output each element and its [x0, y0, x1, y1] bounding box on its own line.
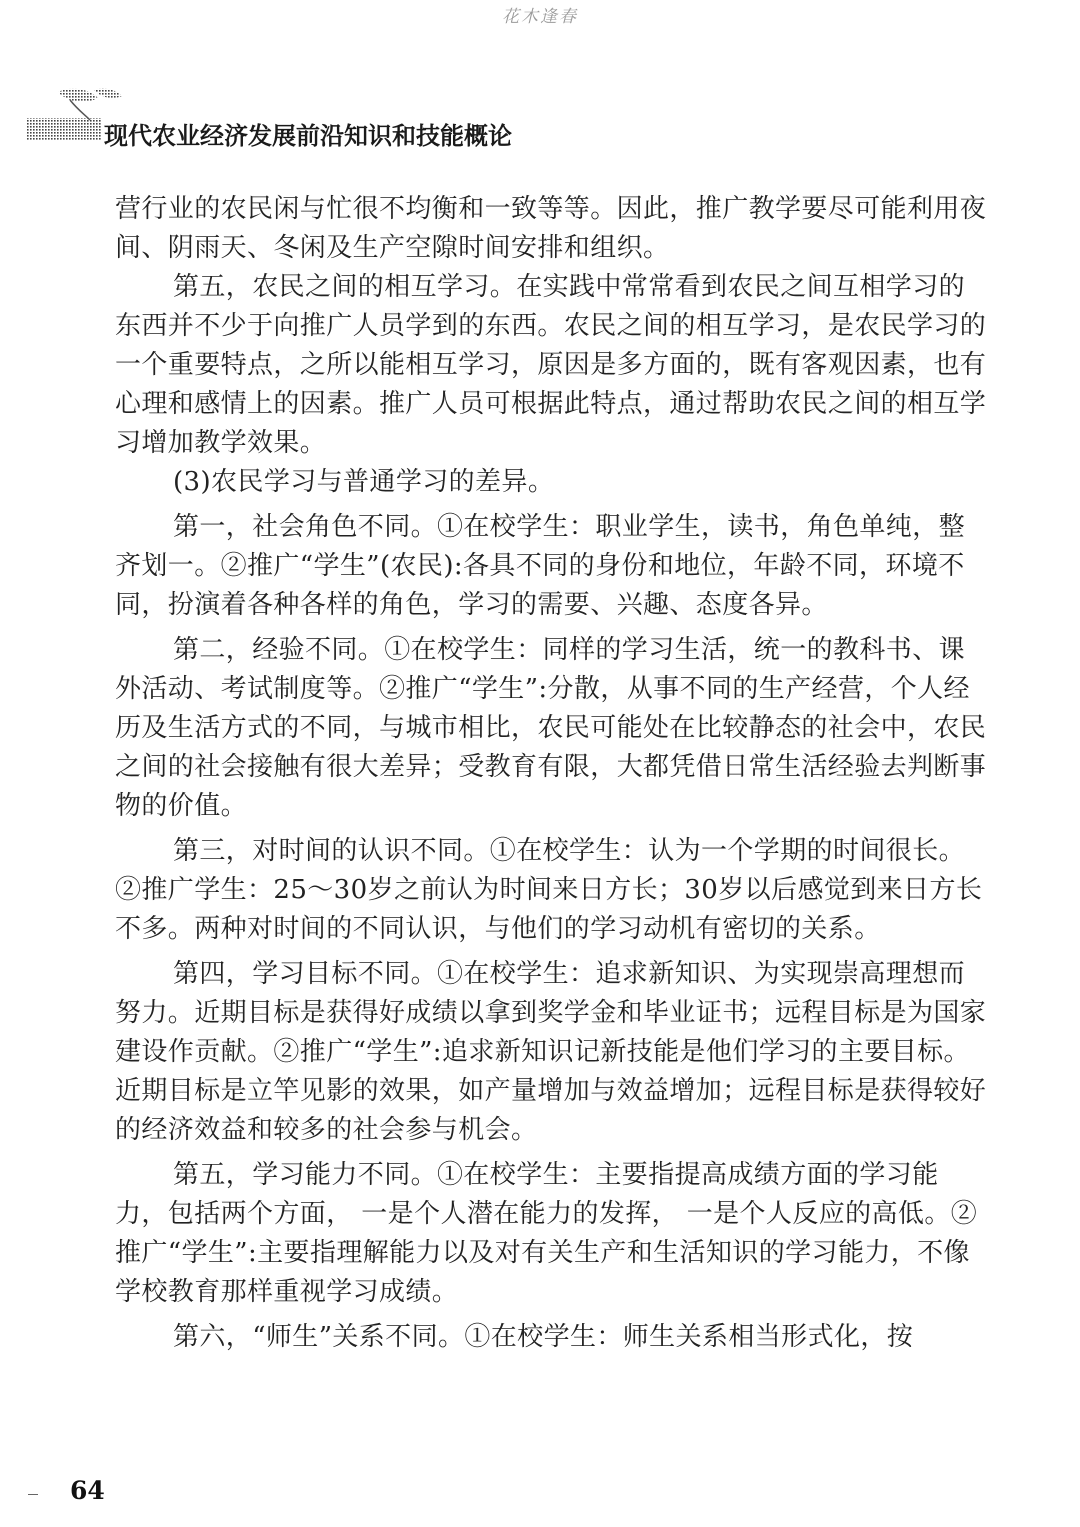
watermark: 花木逢春 — [502, 7, 578, 27]
body-text — [115, 190, 990, 1357]
paragraph: 第一，社会角色不同。①在校学生：职业学生，读书，角色单纯，整齐划一。②推广“学生”(农民):各具不同的身份和地位，年龄不同，环境不同，扮演着各种各样的角色，学习的需要、兴趣、态度各异。 — [115, 512, 966, 620]
paragraph-subheading: (3)农民学习与普通学习的差异。 — [173, 467, 555, 497]
paragraph: 第五，农民之间的相互学习。在实践中常常看到农民之间互相学习的东西并不少于向推广人员学到的东西。农民之间的相互学习，是农民学习的一个重要特点，之所以能相互学习，原因是多方面的，既有客观因素，也有心理和感情上的因素。推广人员可根据此特点，通过帮助农民之间的相互学习增加教学效果。 — [115, 272, 987, 458]
paragraph: 营行业的农民闲与忙很不均衡和一致等等。因此，推广教学要尽可能利用夜间、阴雨天、冬闲及生产空隙时间安排和组织。 — [115, 194, 987, 263]
paragraph: 第五，学习能力不同。①在校学生：主要指提高成绩方面的学习能力，包括两个方面， 一是个人潜在能力的发挥， 一是个人反应的高低。②推广“学生”:主要指理解能力以及对有关生产和生活知识的学习能力，不像学校教育那样重视学习成绩。 — [115, 1160, 978, 1307]
paragraph: 第四，学习目标不同。①在校学生：追求新知识、为实现崇高理想而努力。近期目标是获得好成绩以拿到奖学金和毕业证书；远程目标是为国家建设作贡献。②推广“学生”:追求新知识记新技能是他们学习的主要目标。近期目标是立竿见影的效果，如产量增加与效益增加；远程目标是获得较好的经济效益和较多的社会参与机会。 — [115, 959, 987, 1145]
paragraph: 第三，对时间的认识不同。①在校学生：认为一个学期的时间很长。②推广学生：25～30岁之前认为时间来日方长；30岁以后感觉到来日方长不多。两种对时间的不同认识，与他们的学习动机有密切的关系。 — [115, 836, 983, 944]
page-number: 64 — [70, 1476, 105, 1505]
paragraph: 第六，“师生”关系不同。①在校学生：师生关系相当形式化，按 — [173, 1322, 914, 1352]
page-tick — [28, 1494, 38, 1495]
running-title: 现代农业经济发展前沿知识和技能概论 — [104, 122, 512, 150]
page-header — [24, 84, 584, 148]
paragraph: 第二，经验不同。①在校学生：同样的学习生活，统一的教科书、课外活动、考试制度等。②推广“学生”:分散，从事不同的生产经营，个人经历及生活方式的不同，与城市相比，农民可能处在比较静态的社会中，农民之间的社会接触有很大差异；受教育有限，大都凭借日常生活经验去判断事物的价值。 — [115, 635, 987, 821]
